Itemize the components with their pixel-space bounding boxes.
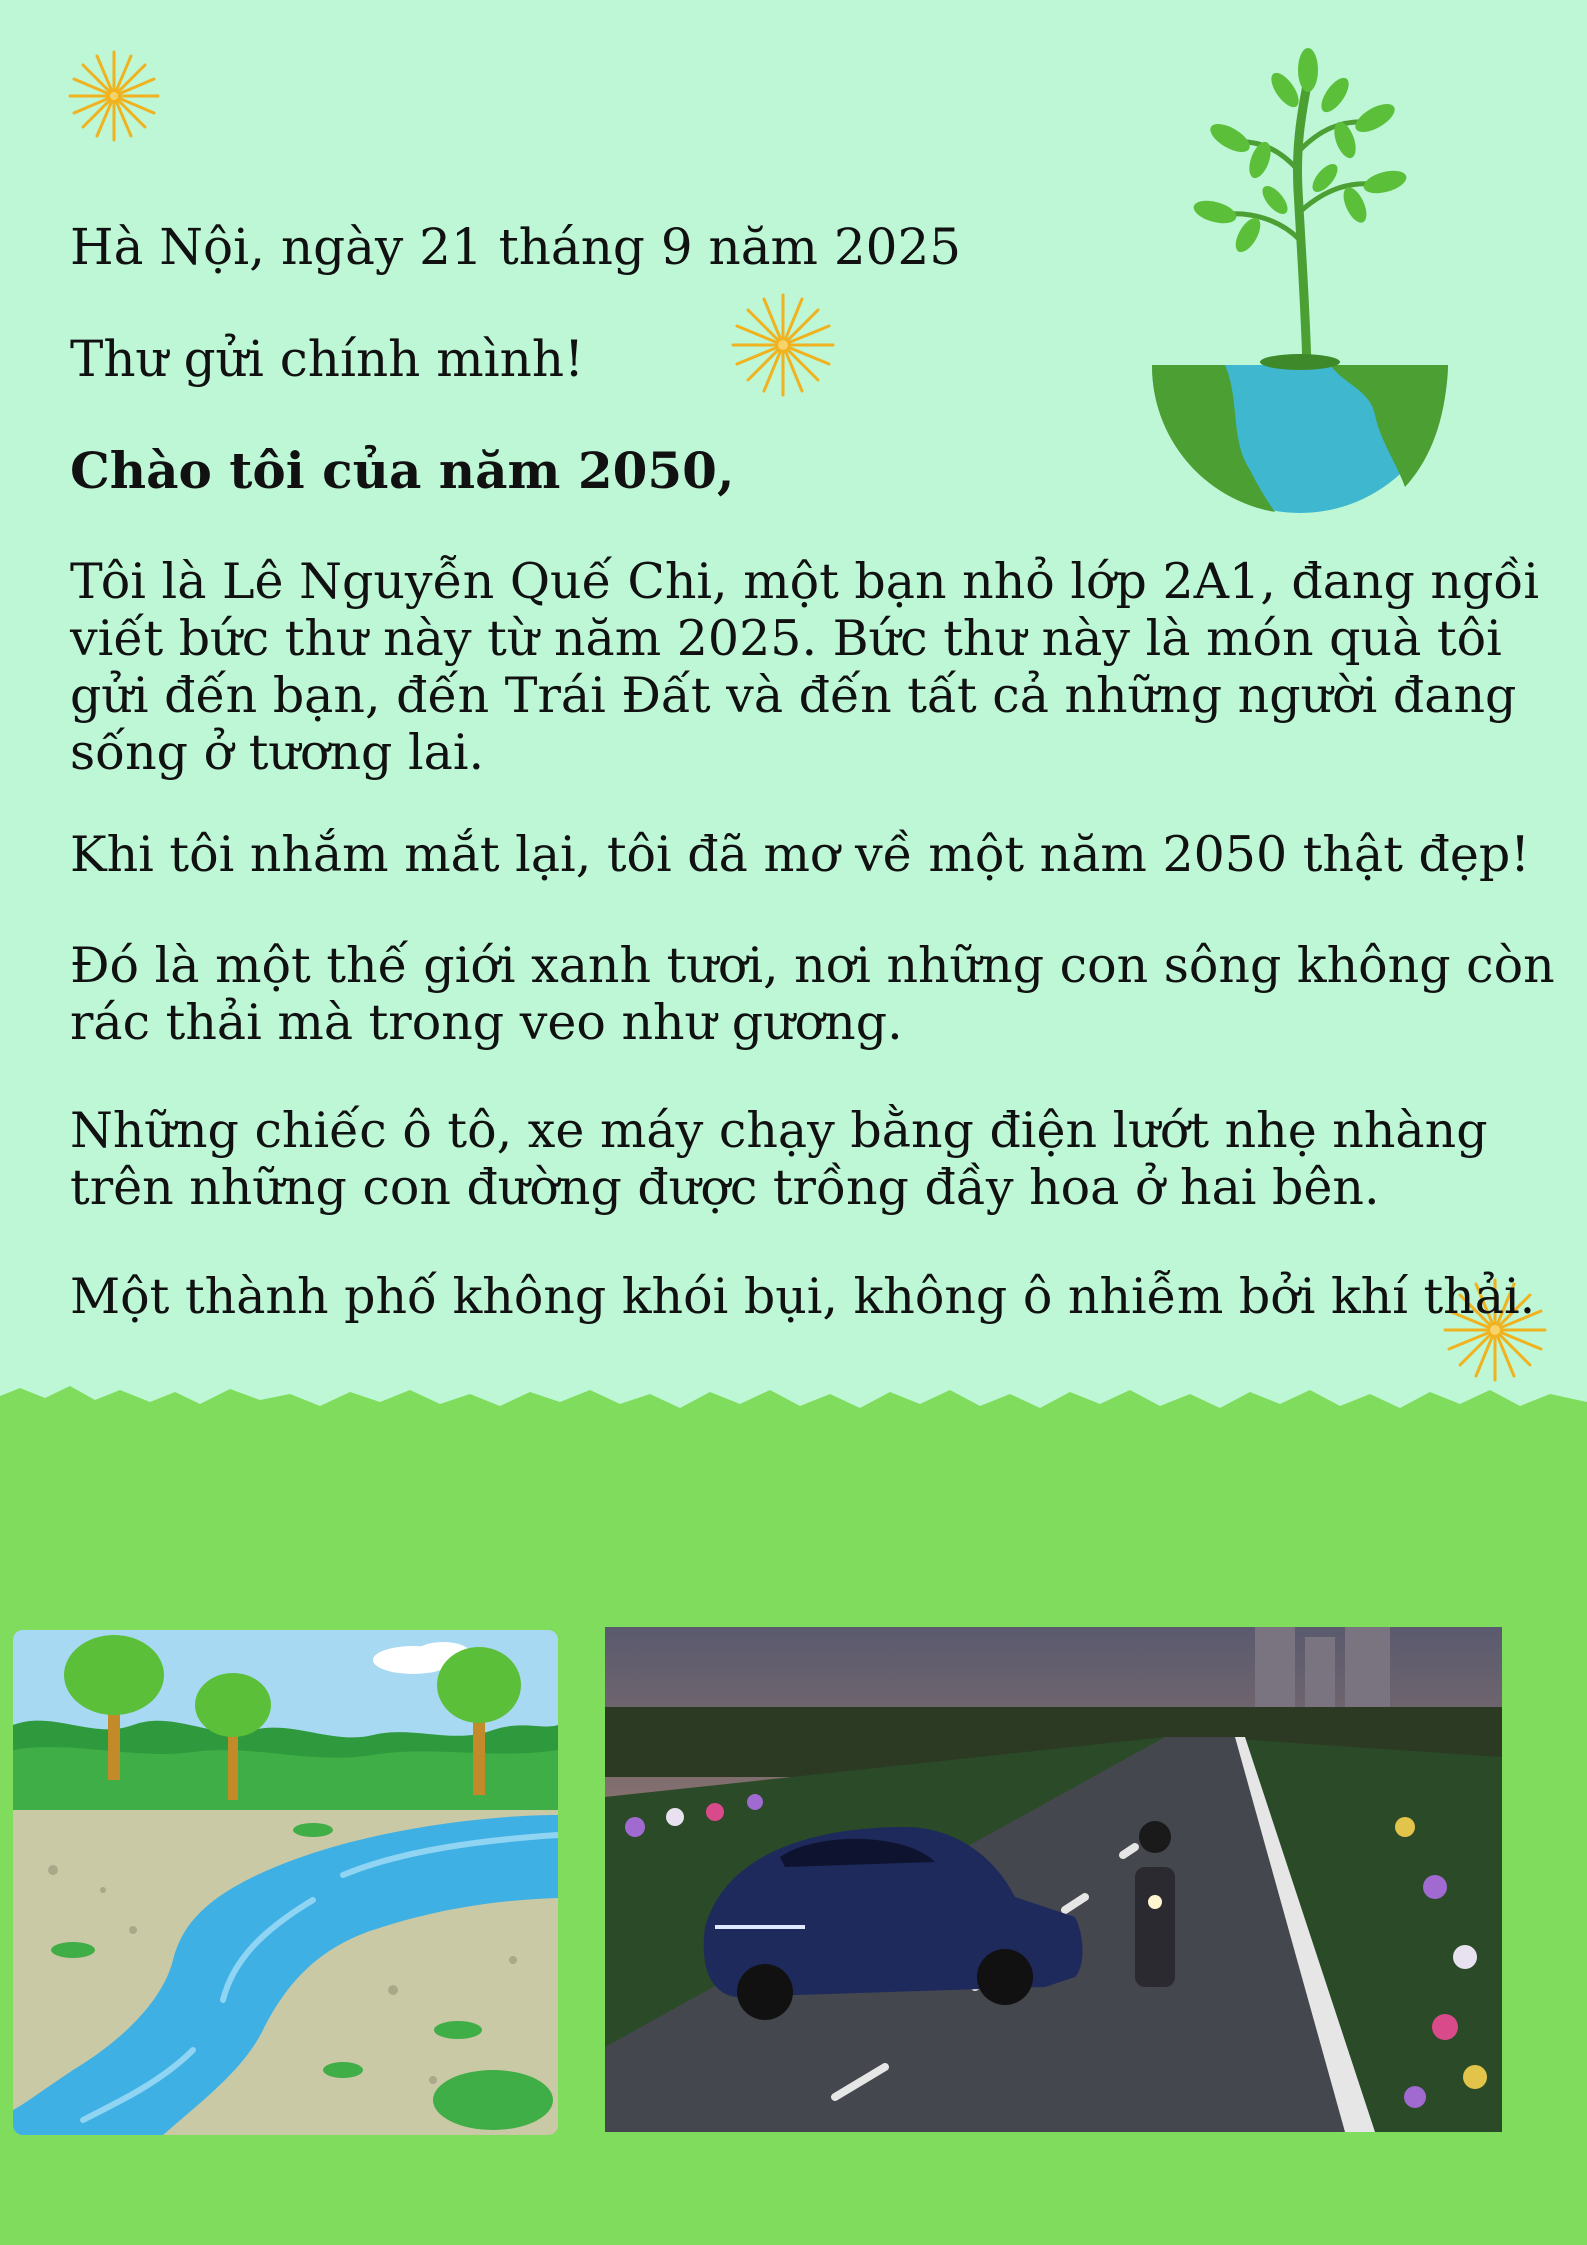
paragraph-line: Những chiếc ô tô, xe máy chạy bằng điện lướt nhẹ nhàng <box>70 1102 1488 1159</box>
paragraph-line: Khi tôi nhắm mắt lại, tôi đã mơ về một năm 2050 thật đẹp! <box>70 826 1530 883</box>
letter-salutation: Thư gửi chính mình! <box>70 330 585 388</box>
earth-tree-illustration <box>1130 40 1470 550</box>
letter-date: Hà Nội, ngày 21 tháng 9 năm 2025 <box>70 218 962 276</box>
road-scene-icon <box>605 1627 1502 2132</box>
paragraph-line: Đó là một thế giới xanh tươi, nơi những con sông không còn <box>70 937 1555 994</box>
paragraph-line: trên những con đường được trồng đầy hoa ở hai bên. <box>70 1159 1380 1216</box>
paragraph-line: Một thành phố không khói bụi, không ô nhiễm bởi khí thải. <box>70 1268 1536 1325</box>
letter-greeting: Chào tôi của năm 2050, <box>70 441 735 500</box>
river-scene-icon <box>13 1630 558 2135</box>
letter-paragraph <box>70 826 1530 883</box>
paragraph-line: sống ở tương lai. <box>70 724 485 781</box>
letter-paragraph <box>70 1102 1488 1216</box>
letter-paragraph <box>70 937 1555 1051</box>
letter-paragraph <box>70 1268 1535 1325</box>
paragraph-line: rác thải mà trong veo như gương. <box>70 994 903 1051</box>
electric-vehicles-road-photo <box>605 1627 1502 2132</box>
letter-paragraph <box>70 553 1539 781</box>
paragraph-line: Tôi là Lê Nguyễn Quế Chi, một bạn nhỏ lớp 2A1, đang ngồi <box>70 553 1539 610</box>
paragraph-line: viết bức thư này từ năm 2025. Bức thư này là món quà tôi <box>70 610 1502 667</box>
sparkle-icon <box>66 48 162 144</box>
paragraph-line: gửi đến bạn, đến Trái Đất và đến tất cả những người đang <box>70 667 1517 724</box>
river-illustration <box>13 1630 558 2135</box>
sparkle-icon <box>728 290 838 400</box>
